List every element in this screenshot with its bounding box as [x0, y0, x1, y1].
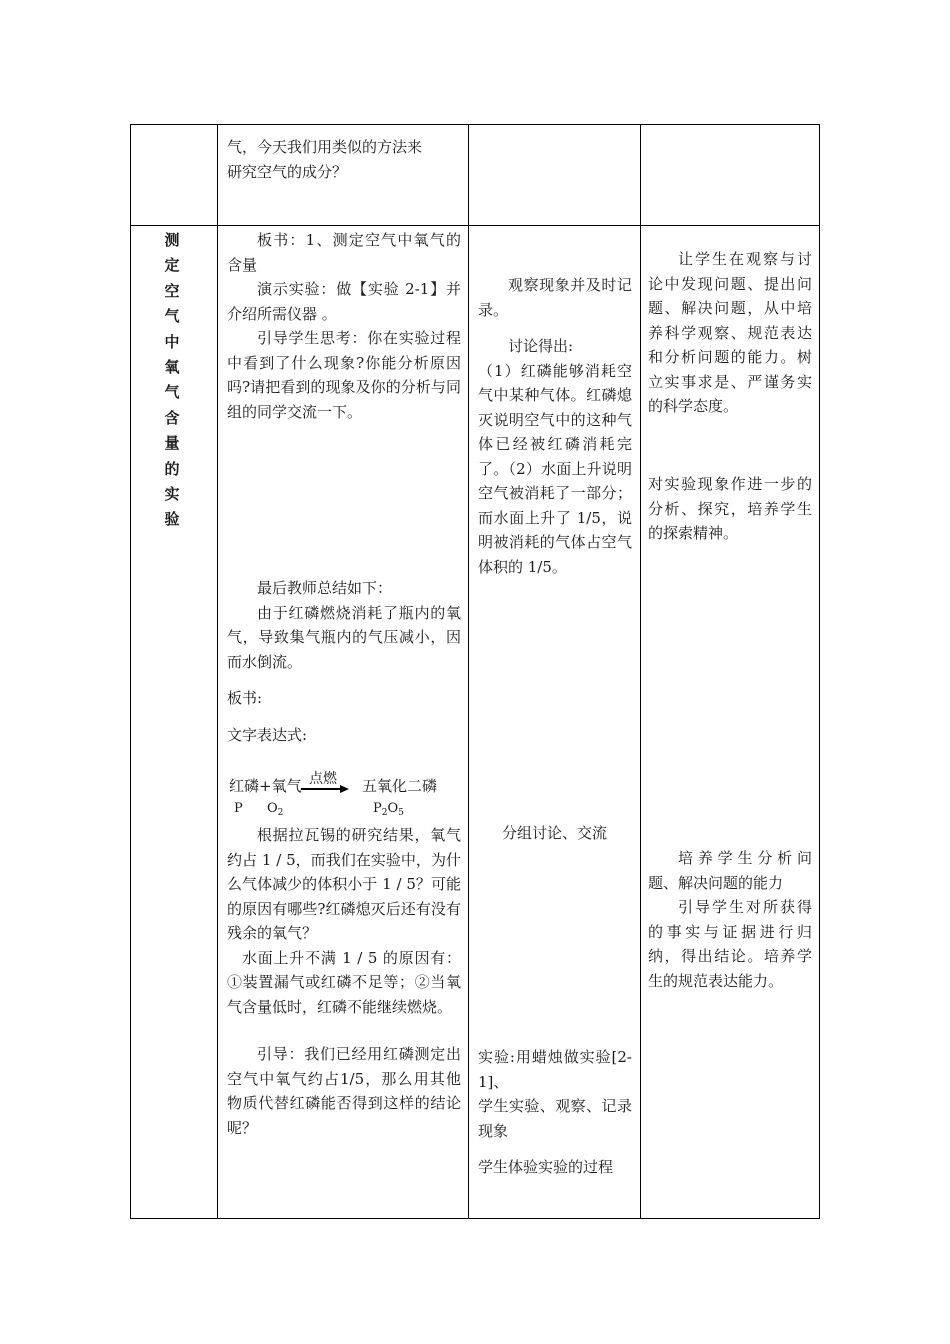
section-title-char: 定: [164, 256, 180, 275]
reaction-condition: 点燃: [309, 771, 337, 787]
reaction-arrow-icon: [300, 784, 350, 794]
intent-block-2: [648, 472, 812, 546]
formula-P2O5: $P_2O_5$: [373, 801, 404, 818]
section-title-char: 的: [164, 459, 180, 478]
teacher-block-3: [227, 823, 461, 1140]
formula-row: [234, 801, 434, 816]
intent-analysis: 培养学生分析问题、解决问题的能力: [648, 849, 812, 892]
section-title-char: 中: [164, 332, 180, 351]
formula-O2: $O_2$: [267, 801, 284, 818]
intent-summarize: 引导学生对所获得的事实与证据进行归纳，得出结论。培养学生的规范表达能力。: [648, 898, 812, 990]
group-discussion: 分组讨论、交流: [502, 824, 608, 842]
section-title-char: 空: [164, 281, 180, 300]
reasons-text: 水面上升不满 1 / 5 的原因有：①装置漏气或红磷不足等；②当氧气含量低时，红磷不能继续燃烧。: [227, 948, 461, 1016]
formula-P: P: [234, 801, 243, 816]
candle-experiment: 实验:用蜡烛做实验[2-1]、: [478, 1048, 632, 1091]
intent-observe: 让学生在观察与讨论中发现问题、提出问题、解决问题，从中培养科学观察、规范表达和分析问题的能力。树立实事求是、严谨务实的科学态度。: [648, 250, 812, 415]
column-divider-2: [468, 124, 469, 1219]
intent-block-3: [648, 846, 812, 993]
intent-explore: 对实验现象作进一步的分析、探究，培养学生的探索精神。: [648, 475, 812, 542]
column-divider-3: [640, 124, 641, 1219]
equation-product: 五氧化二磷: [362, 777, 438, 795]
teacher-block-2: [227, 576, 461, 747]
table-bottom-border: [130, 1218, 820, 1219]
row1-line-1: 气，今天我们用类似的方法来: [227, 138, 423, 156]
guide-thinking: 引导学生思考：你在实验过程中看到了什么现象?你能分析原因吗?请把看到的现象及你的分析与同组的同学交流一下。: [227, 329, 461, 421]
section-title-char: 气: [164, 383, 180, 402]
section-title-char: 验: [164, 510, 180, 529]
experience-process: 学生体验实验的过程: [478, 1158, 614, 1176]
row1-content-cell: [227, 135, 459, 184]
section-title: [150, 228, 194, 533]
lavoisier-question: 根据拉瓦锡的研究结果，氧气约占 1 / 5，而我们在实验中，为什么气体减少的体积小于 1 / 5？可能的原因有哪些?红磷熄灭后还有没有残余的氧气？: [227, 826, 461, 942]
student-block-1: [478, 273, 632, 579]
teacher-block-1: [227, 228, 461, 424]
student-experiment: 学生实验、观察、记录现象: [478, 1097, 632, 1140]
table-left-border: [130, 124, 131, 1219]
discussion-result: （1）红磷能够消耗空气中某种气体。红磷熄灭说明空气中的这种气体已经被红磷消耗完了。（2）水面上升说明空气被消耗了一部分；而水面上升了 1/5，说明被消耗的气体占空气体积的 1/5。: [478, 361, 632, 576]
section-title-char: 量: [164, 434, 180, 453]
student-block-2: [478, 1045, 632, 1180]
section-title-char: 实: [164, 484, 180, 503]
guide-candle: 引导：我们已经用红磷测定出空气中氧气约占1/5，那么用其他物质代替红磷能否得到这样的结论呢？: [227, 1045, 461, 1137]
section-title-char: 气: [164, 307, 180, 326]
observe-record: 观察现象并及时记录。: [478, 276, 632, 319]
table-right-border: [819, 124, 820, 1219]
board-label: 板书:: [227, 689, 263, 707]
equation-reactants: 红磷+氧气: [229, 777, 302, 795]
column-divider-1: [217, 124, 218, 1219]
discussion-heading: 讨论得出:: [508, 337, 574, 355]
row1-line-2: 研究空气的成分？: [227, 162, 348, 181]
summary-intro: 最后教师总结如下：: [257, 579, 393, 597]
section-title-char: 含: [164, 408, 180, 427]
board-heading: 板书：1、测定空气中氧气的含量: [227, 231, 461, 274]
intent-block-1: [648, 247, 812, 419]
word-equation-label: 文字表达式:: [227, 725, 308, 744]
section-title-char: 氧: [164, 357, 180, 376]
row-divider: [130, 225, 820, 226]
summary-text: 由于红磷燃烧消耗了瓶内的氧气，导致集气瓶内的气压减小，因而水倒流。: [227, 603, 461, 671]
section-title-char: 测: [164, 231, 180, 249]
word-equation: [229, 775, 302, 796]
demo-experiment: 演示实验：做【实验 2-1】并介绍所需仪器 。: [227, 280, 461, 323]
table-top-border: [130, 124, 820, 125]
